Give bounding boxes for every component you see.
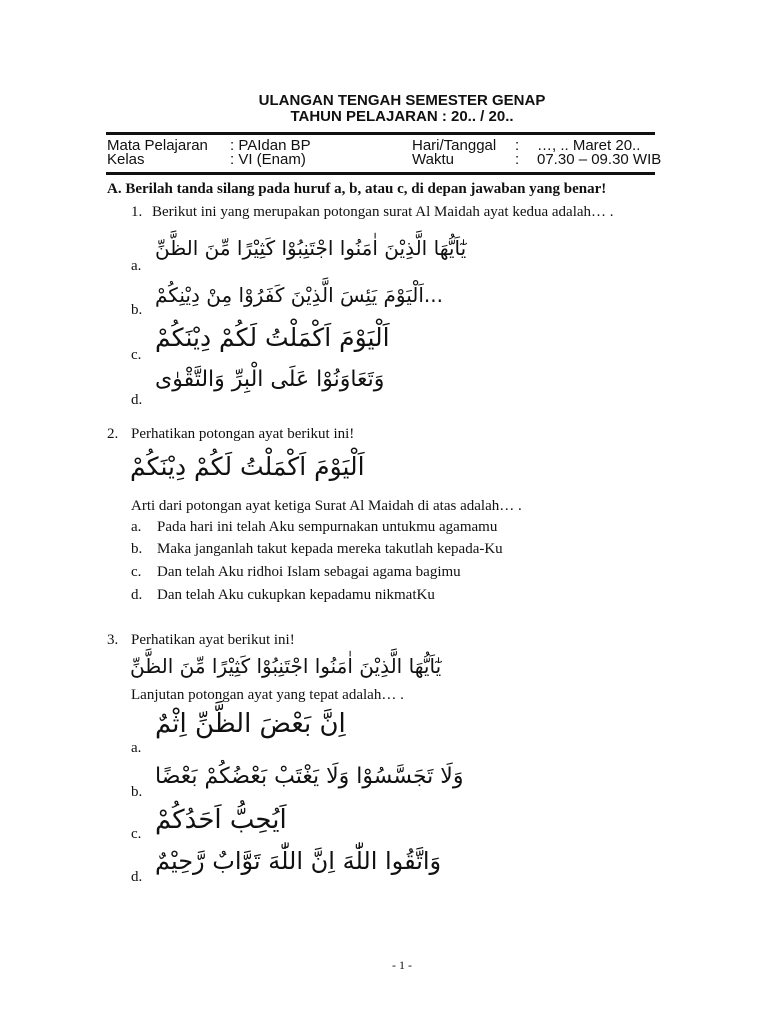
page-number: - 1 - [392,958,412,972]
exam-title: ULANGAN TENGAH SEMESTER GENAP [258,92,546,109]
time-value: 07.30 – 09.30 WIB [537,151,662,168]
question-2-option-c-text: Dan telah Aku ridhoi Islam sebagai agama bagimu [157,564,461,580]
question-3-option-c-arabic: اَيُحِبُّ اَحَدُكُمْ [155,805,287,835]
question-1-option-a-letter: a. [131,258,142,274]
section-a-instruction: A. Berilah tanda silang pada huruf a, b, atau c, di depan jawaban yang benar! [107,181,607,197]
class-value: : VI (Enam) [230,151,306,168]
question-2-number: 2. [107,426,119,442]
class-label: Kelas [107,151,145,168]
question-2-option-d-text: Dan telah Aku cukupkan kepadamu nikmatKu [157,587,435,603]
question-1-text: Berikut ini yang merupakan potongan surat Al Maidah ayat kedua adalah… . [152,204,614,220]
question-3-number: 3. [107,632,119,648]
header-rule-top [106,132,655,135]
question-2-option-b-letter: b. [131,541,143,557]
question-1-option-c-letter: c. [131,347,142,363]
subject-value: : PAIdan BP [230,137,311,154]
question-1-option-d-arabic: وَتَعَاوَنُوْا عَلَى الْبِرِّ وَالتَّقْوٰى [155,367,385,392]
question-3-option-b-arabic: وَلَا تَجَسَّسُوْا وَلَا يَغْتَبْ بَعْضُكُمْ بَعْضًا [155,764,464,789]
time-colon: : [515,151,520,168]
school-year: TAHUN PELAJARAN : 20.. / 20.. [290,108,514,125]
question-3-verse: يٰٓاَيُّهَا الَّذِيْنَ اٰمَنُوا اجْتَنِبُوْا كَثِيْرًا مِّنَ الظَّنِّ [130,654,442,678]
question-2-option-d-letter: d. [131,587,143,603]
question-3-option-b-letter: b. [131,784,143,800]
question-2-option-c-letter: c. [131,564,142,580]
question-2-text: Perhatikan potongan ayat berikut ini! [131,426,355,442]
date-value: …, .. Maret 20.. [537,137,641,154]
question-1-option-c-arabic: اَلْيَوْمَ اَكْمَلْتُ لَكُمْ دِيْنَكُمْ [155,323,390,352]
question-3-option-a-letter: a. [131,740,142,756]
question-1-number: 1. [131,204,143,220]
subject-label: Mata Pelajaran [107,137,208,154]
question-2-option-b-text: Maka janganlah takut kepada mereka takutlah kepada-Ku [157,541,503,557]
date-label: Hari/Tanggal [412,137,497,154]
question-1-option-b-letter: b. [131,302,143,318]
question-2-option-a-letter: a. [131,519,142,535]
question-2-option-a-text: Pada hari ini telah Aku sempurnakan untukmu agamamu [157,519,498,535]
question-2-verse: اَلْيَوْمَ اَكْمَلْتُ لَكُمْ دِيْنَكُمْ [130,452,365,481]
question-1-option-d-letter: d. [131,392,143,408]
date-colon: : [515,137,520,154]
question-1-option-a-arabic: يٰٓاَيُّهَا الَّذِيْنَ اٰمَنُوا اجْتَنِبُوْا كَثِيْرًا مِّنَ الظَّنِّ [155,236,467,260]
question-3-text: Perhatikan ayat berikut ini! [131,632,295,648]
question-2-prompt: Arti dari potongan ayat ketiga Surat Al Maidah di atas adalah… . [131,498,522,514]
time-label: Waktu [412,151,454,168]
header-rule-bottom [106,172,655,175]
question-3-option-a-arabic: اِنَّ بَعْضَ الظَّنِّ اِثْمٌ [155,709,346,739]
question-3-option-c-letter: c. [131,826,142,842]
question-3-option-d-letter: d. [131,869,143,885]
question-3-option-d-arabic: وَاتَّقُوا اللّٰهَ اِنَّ اللّٰهَ تَوَّابٌ رَّحِيْمٌ [155,847,442,875]
question-3-prompt: Lanjutan potongan ayat yang tepat adalah… . [131,687,404,703]
question-1-option-b-arabic: اَلْيَوْمَ يَئِسَ الَّذِيْنَ كَفَرُوْا مِنْ دِيْنِكُمْ... [155,283,443,307]
